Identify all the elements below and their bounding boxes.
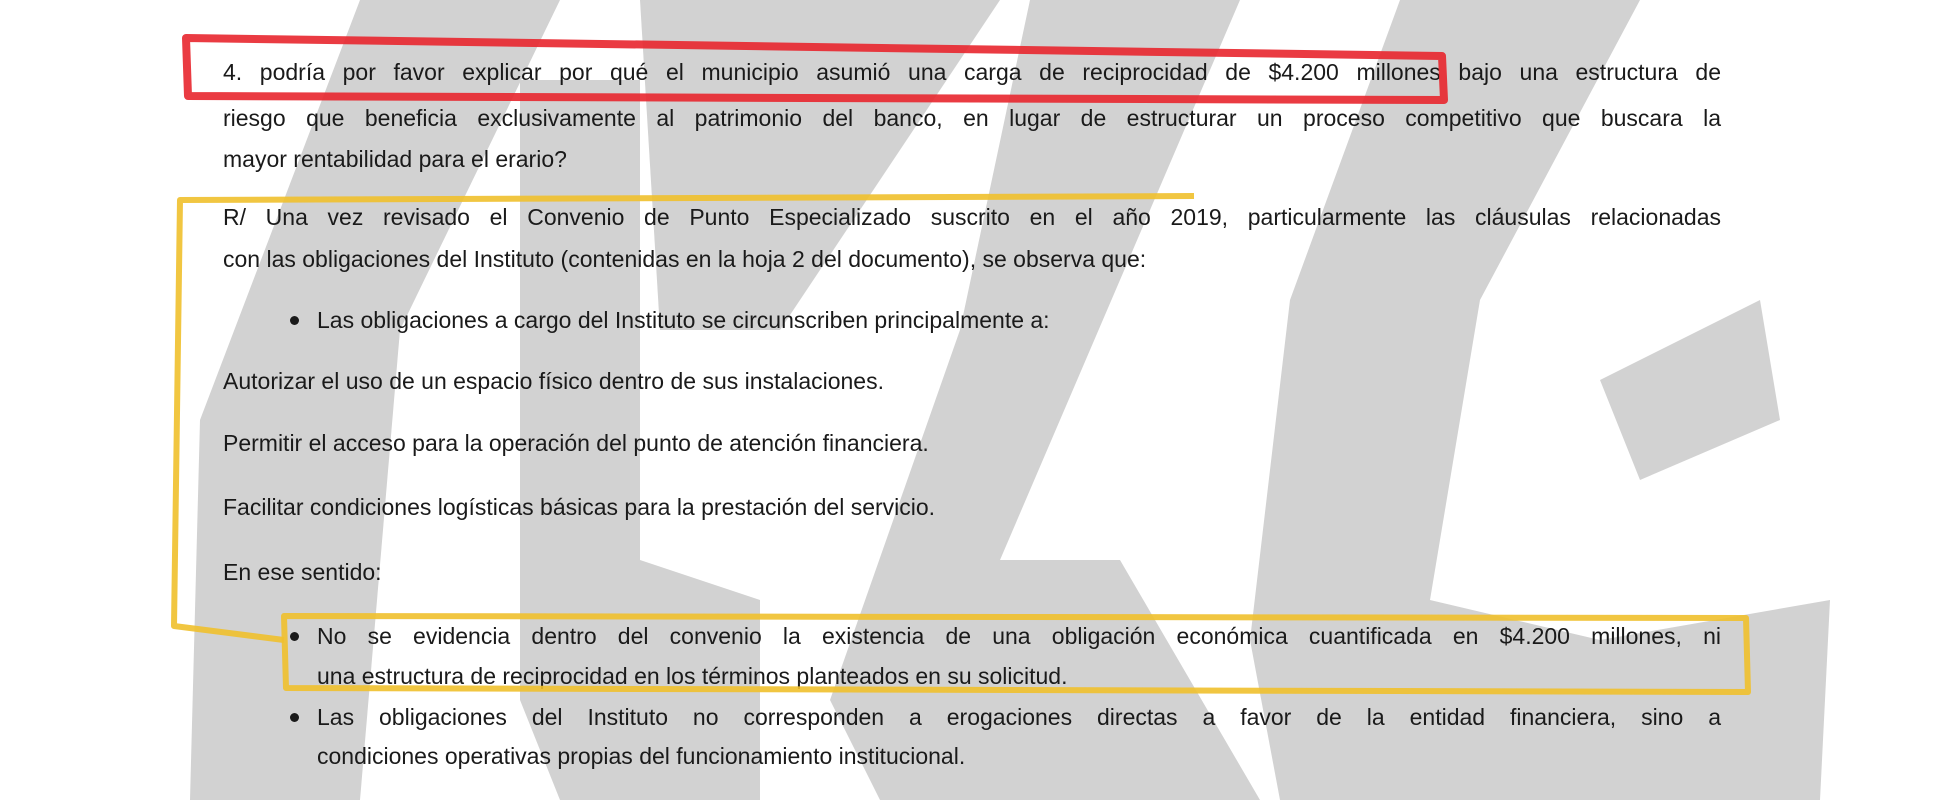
item-2: Permitir el acceso para la operación del punto de atención financiera. — [223, 430, 929, 456]
bullet-icon — [290, 713, 299, 722]
question-line-1: 4. podría por favor explicar por qué el municipio asumió una carga de reciprocidad de $4.200 millones bajo una estructura de — [223, 59, 1721, 85]
bullet-3-line-2: condiciones operativas propias del funcionamiento institucional. — [317, 743, 966, 769]
question-line-2: riesgo que beneficia exclusivamente al patrimonio del banco, en lugar de estructurar un proceso competitivo que buscara la — [223, 105, 1721, 131]
bullet-2-line-2: una estructura de reciprocidad en los términos planteados en su solicitud. — [317, 663, 1068, 689]
bullet-icon — [290, 316, 299, 325]
answer-intro-line-2: con las obligaciones del Instituto (contenidas en la hoja 2 del documento), se observa que: — [223, 246, 1147, 272]
bullet-1-text: Las obligaciones a cargo del Instituto se circunscriben principalmente a: — [317, 307, 1050, 333]
sense-heading: En ese sentido: — [223, 559, 382, 585]
bullet-2-line-1: No se evidencia dentro del convenio la existencia de una obligación económica cuantificada en $4.200 millones, ni — [317, 623, 1721, 649]
item-1: Autorizar el uso de un espacio físico dentro de sus instalaciones. — [223, 368, 884, 394]
item-3: Facilitar condiciones logísticas básicas para la prestación del servicio. — [223, 494, 936, 520]
bullet-3-line-1: Las obligaciones del Instituto no corresponden a erogaciones directas a favor de la entidad financiera, sino a — [317, 704, 1721, 730]
bullet-icon — [290, 632, 299, 641]
question-line-3: mayor rentabilidad para el erario? — [223, 146, 567, 172]
answer-intro-line-1: R/ Una vez revisado el Convenio de Punto Especializado suscrito en el año 2019, particularmente las cláusulas relacionadas — [223, 204, 1721, 230]
